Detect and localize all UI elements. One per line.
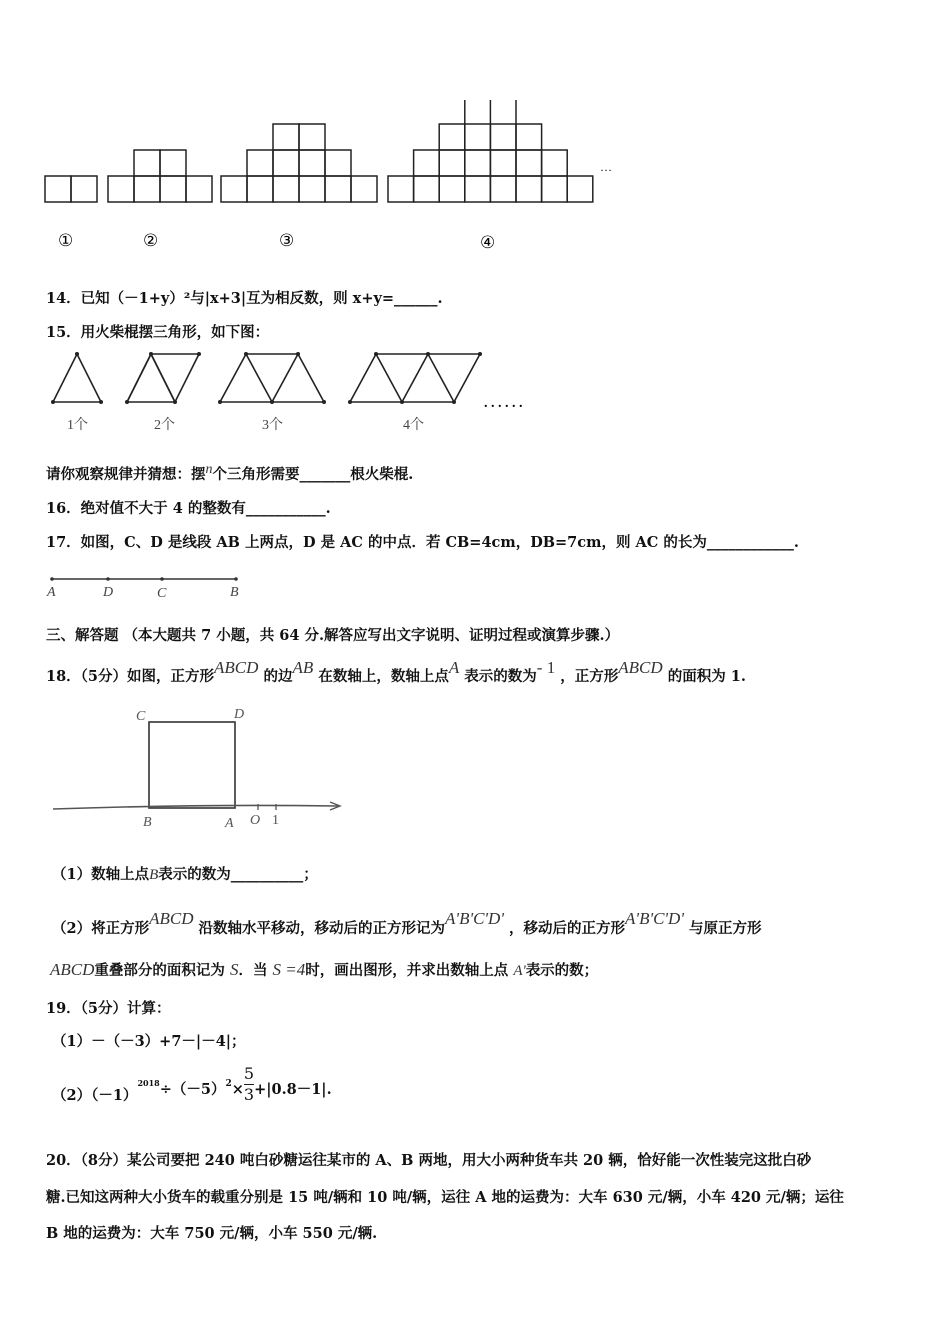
segment-figure — [40, 570, 260, 602]
triangle-label-1: 1个 — [67, 418, 88, 433]
triangle-label-3: 3个 — [262, 418, 283, 433]
figure-label-1: 1 — [272, 813, 279, 828]
figure-label-O: O — [250, 813, 261, 828]
block-label-2: ② — [143, 231, 159, 250]
block-label-1: ① — [58, 231, 74, 250]
question-19: 19．（5分）计算： — [46, 1000, 171, 1017]
question-20-line-3: B 地的运费为：大车 750 元/辆，小车 550 元/辆. — [46, 1225, 378, 1242]
block-label-4: ④ — [480, 233, 496, 252]
figure-label-D: D — [234, 707, 245, 722]
question-18: 18．（5分）如图，正方形ABCD 的边AB 在数轴上，数轴上点A 表示的数为- 1 ，正方形ABCD 的面积为 1. — [46, 658, 746, 685]
triangle-label-4: 4个 — [403, 418, 424, 433]
question-18-part-2-continued: ABCD重叠部分的面积记为 S．当 S =4时，画出图形，并求出数轴上点 A'表示的数； — [50, 960, 599, 979]
question-18-part-2: （2）将正方形ABCD 沿数轴水平移动，移动后的正方形记为A'B'C'D' ，移动后的正方形A'B'C'D' 与原正方形 — [52, 909, 762, 937]
block-label-3: ③ — [279, 231, 295, 250]
figure-label-A: A — [225, 816, 234, 831]
question-18-part-1: （1）数轴上点B表示的数为__________； — [52, 866, 318, 883]
square-on-number-line-figure — [48, 700, 358, 832]
question-16: 16．绝对值不大于 4 的整数有___________. — [46, 500, 331, 517]
block-ellipsis: … — [600, 160, 612, 174]
triangle-group-4 — [350, 354, 480, 402]
question-19-part-1: （1）－（－3）+7－|－4|； — [52, 1033, 246, 1050]
question-20-line-2: 糖.已知这两种大小货车的载重分别是 15 吨/辆和 10 吨/辆，运往 A 地的运费为：大车 630 元/辆，小车 420 元/辆；运往 — [46, 1189, 844, 1206]
question-15-guess: 请你观察规律并猜想：摆n个三角形需要_______根火柴棍. — [46, 462, 414, 483]
block-pattern-figure — [40, 95, 640, 260]
triangle-group-1 — [53, 354, 101, 402]
point-C-label: C — [157, 586, 167, 601]
question-20-line-1: 20．（8分）某公司要把 240 吨白砂糖运往某市的 A、B 两地，用大小两种货车共 20 辆，恰好能一次性装完这批白砂 — [46, 1152, 812, 1169]
fraction-5-3: $\frac{5}{3}$ — [243, 1064, 255, 1104]
point-A-label: A — [47, 585, 56, 600]
triangle-dots: . . . . . . — [484, 396, 523, 411]
figure-label-C: C — [136, 709, 146, 724]
block-figure-2 — [108, 150, 212, 202]
question-19-part-2: $(2)(-1)^{2018}\div(-5)^2\times$ $\frac{5}{3}$ +|0.8－1|. — [52, 1064, 332, 1104]
question-17: 17．如图，C、D 是线段 AB 上两点，D 是 AC 的中点．若 CB=4cm，DB=7cm，则 AC 的长为____________. — [46, 534, 799, 551]
question-14: 14．已知（－1+y）²与|x+3|互为相反数，则 x+y=______. — [46, 290, 443, 307]
triangle-group-2 — [127, 354, 199, 402]
point-D-label: D — [103, 585, 114, 600]
block-figure-3 — [221, 124, 377, 202]
triangle-label-2: 2个 — [154, 418, 175, 433]
matchstick-triangles-figure — [40, 345, 600, 440]
triangle-group-3 — [220, 354, 324, 402]
section-3-title: 三、解答题 （本大题共 7 小题，共 64 分.解答应写出文字说明、证明过程或演算步骤.） — [46, 627, 620, 644]
figure-label-B: B — [143, 815, 152, 830]
point-B-label: B — [230, 585, 239, 600]
block-figure-1 — [45, 176, 97, 202]
block-figure-4 — [388, 100, 593, 202]
question-15: 15．用火柴棍摆三角形，如下图： — [46, 324, 270, 341]
